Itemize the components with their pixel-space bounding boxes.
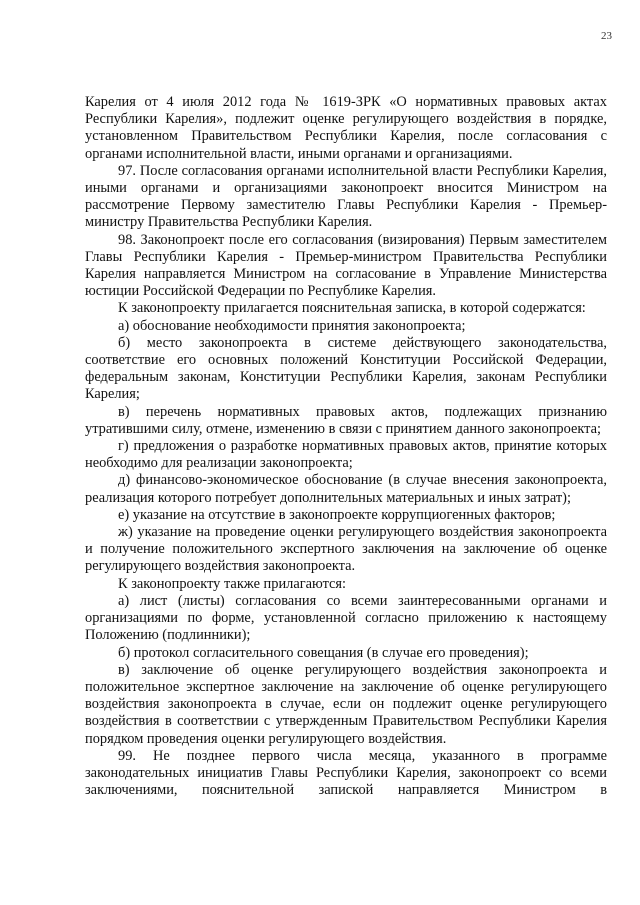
paragraph-explanatory-note: К законопроекту прилагается пояснительная записка, в которой содержатся: (118, 300, 586, 317)
paragraph-attachments: К законопроекту также прилагаются: (118, 575, 347, 592)
list-item-v: в) перечень нормативных правовых актов, подлежащих признанию утратившими силу, отмене, изменению в связи с принятием данного законопроекта; (85, 403, 607, 437)
list-item-d: д) финансово-экономическое обоснование (в случае внесения законопроекта, реализация которого потребует дополнительных материальных и иных затрат); (85, 472, 607, 506)
paragraph-continuation: Карелия от 4 июля 2012 года № 1619-ЗРК «О нормативных правовых актах Республики Карелия», подлежит оценке регулирующего воздействия в порядке, установленном Правительством Республики Карелия, после согласования с органами исполнительной власти, иными органами и организациями. (85, 94, 607, 162)
list-item-a: а) обоснование необходимости принятия законопроекта; (118, 317, 466, 334)
attachment-item-v: в) заключение об оценке регулирующего воздействия законопроекта и положительное экспертное заключение на заключение об оценке регулирующего воздействия законопроекта в случае, если он подлежит оценке регулирующего воздействия в соответствии с утвержденным Правительством Республики Карелия порядком проведения оценки регулирующего воздействия. (85, 661, 607, 747)
attachment-item-b: б) протокол согласительного совещания (в случае его проведения); (118, 644, 529, 661)
list-item-e: е) указание на отсутствие в законопроекте коррупциогенных факторов; (118, 506, 556, 523)
paragraph-99: 99. Не позднее первого числа месяца, указанного в программе законодательных инициатив Главы Республики Карелия, законопроект со всеми заключениями, пояснительной запиской направляется Министром в (85, 747, 607, 799)
list-item-g: г) предложения о разработке нормативных правовых актов, принятие которых необходимо для реализации законопроекта; (85, 438, 607, 472)
attachment-item-a: а) лист (листы) согласования со всеми заинтересованными органами и организациями по форме, установленной согласно приложению к настоящему Положению (подлинники); (85, 592, 607, 644)
document-body (85, 94, 607, 799)
list-item-zh: ж) указание на проведение оценки регулирующего воздействия законопроекта и получение положительного экспертного заключения на заключение об оценке регулирующего воздействия законопроекта. (85, 524, 607, 575)
list-item-b: б) место законопроекта в системе действующего законодательства, соответствие его основных положений Конституции Российской Федерации, федеральным законам, Конституции Республики Карелия, законам Республики Карелия; (85, 334, 607, 403)
paragraph-97: 97. После согласования органами исполнительной власти Республики Карелия, иными органами и организациями законопроект вносится Министром на рассмотрение Первому заместителю Главы Республики Карелия - Премьер-министру Правительства Республики Карелия. (85, 162, 607, 231)
page-number: 23 (601, 30, 612, 42)
paragraph-98: 98. Законопроект после его согласования (визирования) Первым заместителем Главы Республики Карелия - Премьер-министром Правительства Республики Карелия направляется Министром на согласование в Управление Министерства юстиции Российской Федерации по Республике Карелия. (85, 231, 607, 300)
